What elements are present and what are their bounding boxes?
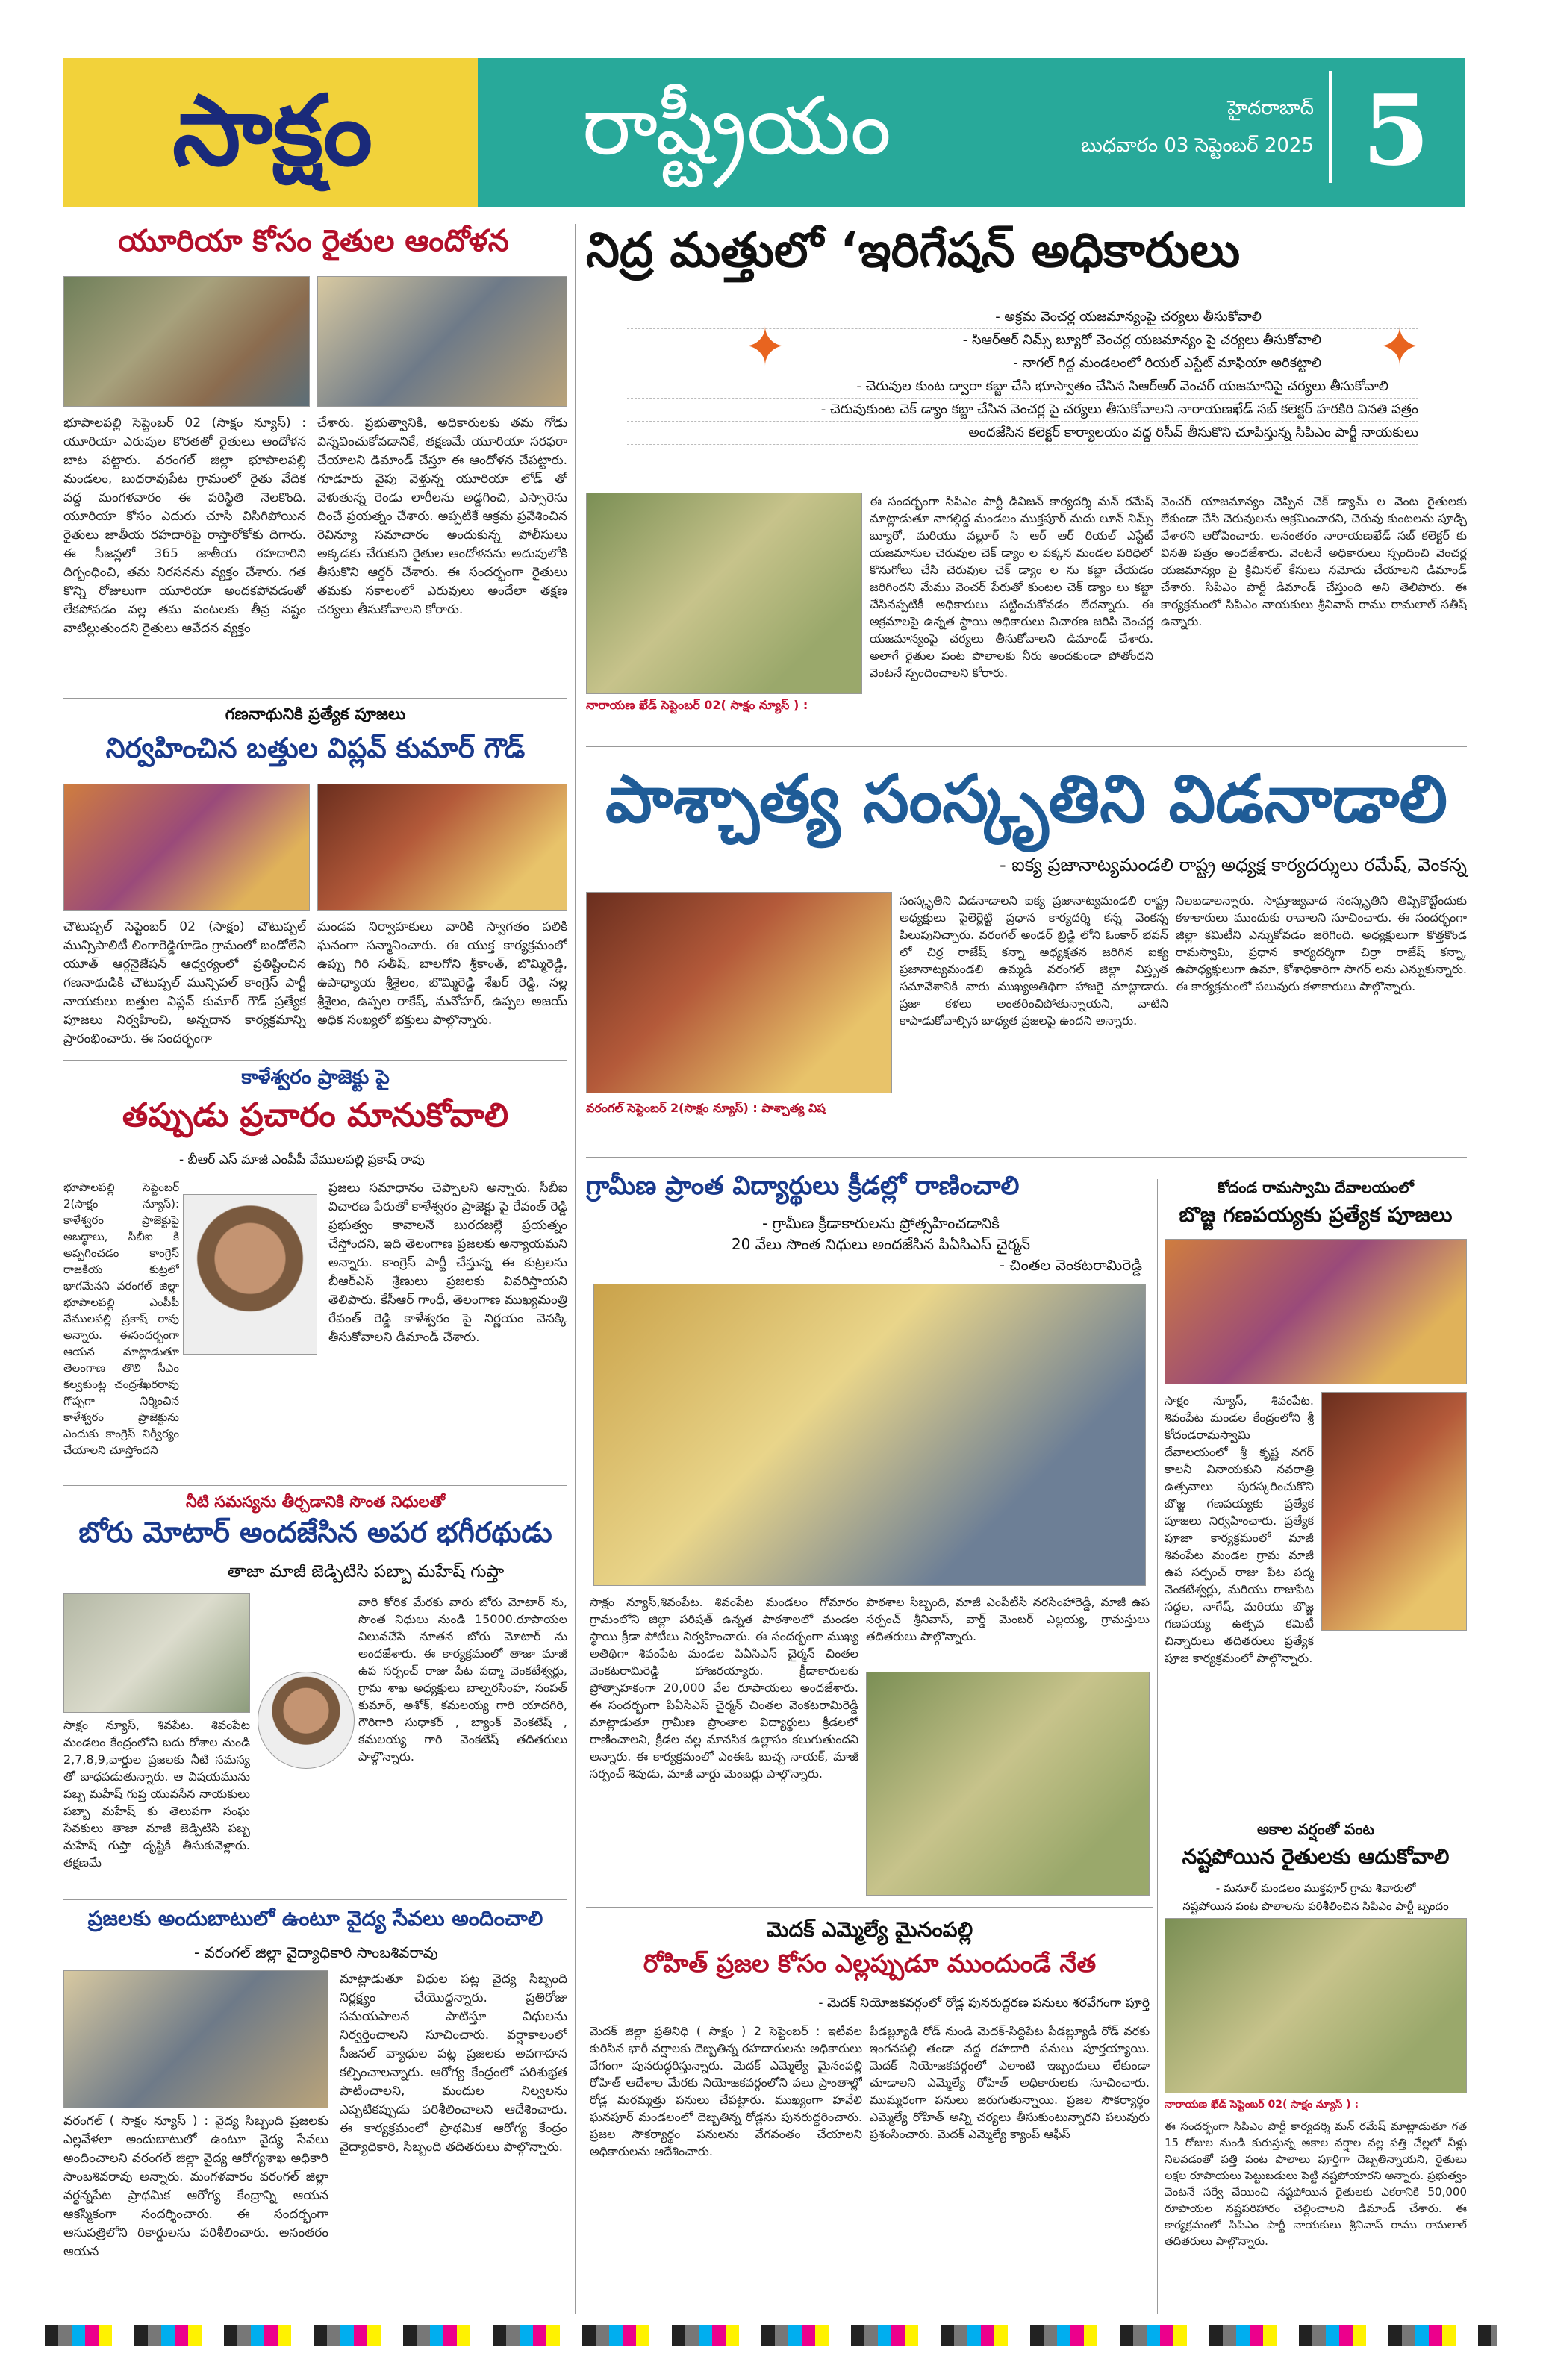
medak-headline: రోహిత్ ప్రజల కోసం ఎల్లప్పుడూ ముందుండే నేత	[643, 1949, 1097, 1978]
ganesh-photo-1	[63, 784, 310, 911]
kodanda-headline: బొజ్జ గణపయ్యకు ప్రత్యేక పూజలు	[1179, 1202, 1453, 1227]
divider	[63, 1485, 567, 1486]
crop-photo	[1165, 1918, 1467, 2093]
urea-body-left: భూపాలపల్లి సెప్టెంబర్ 02 (సాక్షం న్యూస్) : యూరియా ఎరువుల కొరతతో రైతులు ఆందోళన బాట పట్టారు. వరంగల్ జిల్లా భూపాలపల్లి మండలం, బుధరావుపేట గ్రామంలో రైతు వేదిక వద్ద మంగళవారం ఈ పరిస్థితి నెలకొంది. యూరియా కోసం ఎదురు చూసి విసిగిపోయిన రైతులు జాతీయ రహదారిపై రాస్తారోకోకు దిగారు. ఈ సీజన్లలో 365 జాతీయ రహదారిని దిగ్బంధించి, తమ నిరసనను వ్యక్తం చేశారు. గత కొన్ని రోజులుగా యూరియా అందకపోవడంతో లేకపోవడం వల్ల తమ పంటలకు తీవ్ర నష్టం వాటిల్లుతుందని రైతులు ఆవేదన వ్యక్తం	[63, 416, 306, 636]
irrigation-headline: నిద్ర మత్తులో ‘ఇరిగేషన్ అధికారులు	[586, 223, 1241, 278]
ganesh-headline: నిర్వహించిన బత్తుల విప్లవ్ కుమార్ గౌడ్	[105, 732, 526, 764]
kaleshwaram-body-left: భూపాలపల్లి సెప్టెంబర్ 2(సాక్షం న్యూస్): కాళేశ్వరం ప్రాజెక్టుపై అబద్ధాలు, సీబీఐ కి అప్పగించడం కాంగ్రెస్ రాజకీయ కుట్రలో భాగమేనని వరంగల్ జిల్లా భూపాలపల్లి ఎంపీపీ వేములపల్లి ప్రకాష్ రావు అన్నారు. ఈసందర్భంగా ఆయన మాట్లాడుతూ తెలంగాణ తొలి సీఎం కల్వకుంట్ల చంద్రశేఖరరావు గొప్పగా నిర్మించిన కాళేశ్వరం ప్రాజెక్టును ఎందుకు కాంగ్రెస్ నిర్వీర్యం చేయాలని చూస్తోందని	[63, 1181, 179, 1457]
divider	[586, 1157, 1467, 1158]
crop-caption: నారాయణ ఖేడ్ సెప్టెంబర్ 02( సాక్షం న్యూస్ ) :	[1165, 2099, 1359, 2111]
sports-photo-2	[866, 1672, 1150, 1896]
borewell-body-left: సాక్షం న్యూస్, శివపేట. శివంపేట మండలం కేంద్రంలోని బదు రోశాల నుండి 2,7,8,9,వార్డుల ప్రజలకు నీటి సమస్య తో బాధపడుతున్నారు. ఆ విషయమును పబ్బ మహేష్ గుప్త యువసేన నాయకులు పబ్బా మహేష్ కు తెలుపగా సంఘ సేవకులు తాజా మాజీ జెడ్పిటిసి పబ్బ మహేష్ గుప్తా దృష్టికి తీసుకువెళ్లారు. తక్షణమే	[63, 1718, 250, 1870]
medical-body-left: వరంగల్ ( సాక్షం న్యూస్ ) : వైద్య సిబ్బంది ప్రజలకు ఎల్లవేళలా అందుబాటులో ఉంటూ వైద్య సేవలు అందించాలని వరంగల్ జిల్లా వైద్య ఆరోగ్యశాఖ అధికారి సాంబశివరావు అన్నారు. మంగళవారం వరంగల్ జిల్లా వర్ధన్నపేట ప్రాథమిక ఆరోగ్య కేంద్రాన్ని ఆయన ఆకస్మికంగా సందర్శించారు. ఈ సందర్భంగా ఆసుపత్రిలోని రికార్డులను పరిశీలించారు. అనంతరం ఆయన	[63, 2114, 328, 2259]
kaleshwaram-body-right: ప్రజలు సమాధానం చెప్పాలని అన్నారు. సీబీఐ విచారణ పేరుతో కాళేశ్వరం ప్రాజెక్టు పై రేవంత్ రెడ్డి ప్రభుత్వం కావాలనే బురదజల్లే ప్రయత్నం చేస్తోందని, ఇది తెలంగాణ ప్రజలకు అన్యాయమని అన్నారు. కాంగ్రెస్ పార్టీ చేస్తున్న ఈ కుట్రలను బీఆర్ఎస్ శ్రేణులు ప్రజలకు వివరిస్తాయని తెలిపారు. కేసీఆర్ గాంధీ, తెలంగాణ ముఖ్యమంత్రి రేవంత్ రెడ్డి కాళేశ్వరం పై నిర్ణయం వెనక్కి తీసుకోవాలని డిమాండ్ చేశారు.	[328, 1181, 567, 1345]
culture-photo	[586, 892, 892, 1093]
star-icon: ✦	[743, 316, 788, 378]
irrigation-photo	[586, 493, 862, 694]
irrigation-bullet: - నాగల్ గిద్ద మండలంలో రియల్ ఎస్టేట్ మాఫియా అరికట్టాలి	[627, 352, 1418, 375]
ganesh-body-left: చౌటుప్పల్ సెప్టెంబర్ 02 (సాక్షం) చౌటుప్పల్ మున్సిపాలిటీ లింగారెడ్డిగూడెం గ్రామంలో బండోలేని యూత్ ఆర్గనైజేషన్ ఆధ్వర్యంలో ప్రతిష్టించిన గణనాథుడికి చౌటుప్పల్ మున్సిపల్ కాంగ్రెస్ పార్టీ నాయకులు బత్తుల విప్లవ్ కుమార్ గౌడ్ ప్రత్యేక పూజలు నిర్వహించి, అన్నదాన కార్యక్రమాన్ని ప్రారంభించారు. ఈ సందర్భంగా	[63, 919, 306, 1046]
urea-photo-2	[317, 276, 567, 407]
medical-byline: - వరంగల్ జిల్లా వైద్యాధికారి సాంబశివరావు	[194, 1943, 438, 1961]
crop-headline: నష్టపోయిన రైతులకు ఆదుకోవాలి	[1182, 1844, 1450, 1869]
medak-body-left: మెదక్ జిల్లా ప్రతినిధి ( సాక్షం ) 2 సెప్టెంబర్ : ఇటీవల కురిసిన భారీ వర్షాలకు దెబ్బతిన్న రహదారులను అధికారులు వేగంగా పునరుద్ధరిస్తున్నారు. మెదక్ ఎమ్మెల్యే మైనంపల్లి రోహిత్ ఆదేశాల మేరకు నియోజకవర్గంలోని పలు ప్రాంతాల్లో రోడ్ల మరమ్మత్తు పనులు చేపట్టారు. ముఖ్యంగా హవేలి ఘనపూర్ మండలంలో దెబ్బతిన్న రోడ్లను పునరుద్ధరించారు. ప్రజల సౌకర్యార్థం పనులను వేగవంతం చేయాలని అధికారులను ఆదేశించారు.	[590, 2024, 862, 2158]
ganesh-photo-2	[317, 784, 567, 911]
star-icon: ✦	[1377, 316, 1422, 378]
borewell-headline: బోరు మోటార్ అందజేసిన అపర భగీరథుడు	[78, 1516, 552, 1549]
culture-headline: పాశ్చాత్య సంస్కృతిని విడనాడాలి	[605, 760, 1447, 837]
medical-body-right: మాట్లాడుతూ విధుల పట్ల వైద్య సిబ్బంది నిర్లక్ష్యం చేయొద్దన్నారు. ప్రతిరోజు సమయపాలన పాటిస్తూ విధులను నిర్వర్తించాలని సూచించారు. వర్షాకాలంలో సీజనల్ వ్యాధుల పట్ల ప్రజలకు అవగాహన కల్పించాలన్నారు. ఆరోగ్య కేంద్రంలో పరిశుభ్రత పాటించాలని, మందుల నిల్వలను ఎప్పటికప్పుడు పరిశీలించాలని ఆదేశించారు. ఈ కార్యక్రమంలో ప్రాథమిక ఆరోగ్య కేంద్రం వైద్యాధికారి, సిబ్బంది తదితరులు పాల్గొన్నారు.	[340, 1972, 567, 2155]
kodanda-photo-2	[1321, 1392, 1467, 1631]
print-registration-strip	[45, 2325, 1497, 2346]
irrigation-bullet: - అక్రమ వెంచర్ల యజమాన్యంపై చర్యలు తీసుకోవాలి	[627, 306, 1418, 329]
irrigation-bullet: - సిఆర్ఆర్ నిమ్స్ బ్యూరో వెంచర్ల యజమాన్యం పై చర్యలు తీసుకోవాలి	[627, 329, 1418, 352]
masthead-city: హైదరాబాద్	[1227, 97, 1314, 119]
kaleshwaram-portrait	[183, 1194, 317, 1355]
medak-byline: - మెదక్ నియోజకవర్గంలో రోడ్ల పునరుద్ధరణ పనులు శరవేగంగా పూర్తి	[818, 1996, 1150, 2011]
culture-body-mid: సంస్కృతిని విడనాడాలని ఐక్య ప్రజానాట్యమండలి రాష్ట్ర అధ్యక్షులు పైలెర్లెట్టి ప్రధాన కార్యదర్శి కన్న వెంకన్న పిలుపునిచ్చారు. వరంగల్ అండర్ బ్రిడ్జి లోని ఓంకార్ భవన్ లో చిర్ర రాజేష్ కన్నా అధ్యక్షతన జరిగిన ఐక్య ప్రజానాట్యమండలి ఉమ్మడి వరంగల్ జిల్లా విస్తృత సమావేశానికి వారు ముఖ్యఅతిథిగా హాజరై మాట్లాడారు. ప్రజా కళలు అంతరించిపోతున్నాయని, వాటిని కాపాడుకోవాల్సిన బాధ్యత ప్రజలపై ఉందని అన్నారు.	[900, 893, 1168, 1028]
sports-body-right: పాఠశాల సిబ్బంది, మాజీ ఎంపీటీసీ నరసింహారెడ్డి, మాజీ ఉప సర్పంచ్ శ్రీనివాస్, వార్డ్ మెంబర్ ఎల్లయ్య, గ్రామస్తులు తదితరులు పాల్గొన్నారు.	[866, 1595, 1150, 1643]
irrigation-bullet: - చెరువుకుంట చెక్ డ్యాం కబ్జా చేసిన వెంచర్ల పై చర్యలు తీసుకోవాలని నారాయణఖేడ్ సబ్ కలెక్టర్ హరకిరి వినతి పత్రం	[627, 399, 1418, 422]
masthead-separator	[1329, 71, 1332, 183]
irrigation-body-right: వెంచర్ యాజమాన్యం చెప్పిన చెక్ డ్యామ్ ల వెంట రైతులకు లేకుండా చేసి చెరువులను ఆక్రమించారని, చెరువు కుంటలను పూడ్చి వేశారని ఆరోపించారు. అనంతరం నారాయణఖేడ్ సబ్ కలెక్టర్ కు వినతి పత్రం అందజేశారు. వెంటనే అధికారులు స్పందించి వెంచర్ల యజమాన్యం పై క్రిమినల్ కేసులు నమోదు చేయాలని డిమాండ్ చేశారు. సిపిఎం పార్టీ డిమాండ్ చేస్తుంది అని తెలిపారు. ఈ కార్యక్రమంలో సిపిఎం నాయకులు శ్రీనివాస్ రాము రామలాల్ సతీష్ ఉన్నారు.	[1161, 494, 1467, 628]
ganesh-kicker: గణనాథునికి ప్రత్యేక పూజలు	[225, 705, 406, 724]
medak-body-right: పీడబ్ల్యూడి రోడ్ నుండి మెదక్-సిద్దిపేట పీడబ్ల్యూడీ రోడ్ వరకు ఇంగనపల్లి తండా వద్ద రహదారి పనులు పూర్తయ్యాయి. మెదక్ నియోజకవర్గంలో ఎలాంటి ఇబ్బందులు లేకుండా చూడాలని ఎమ్మెల్యే రోహిత్ అధికారులకు సూచించారు. ముమ్మరంగా పనులు జరుగుతున్నాయి. ప్రజల సౌకర్యార్థం ఎమ్మెల్యే రోహిత్ అన్ని చర్యలు తీసుకుంటున్నారని పలువురు ప్రశంసించారు. మెదక్ ఎమ్మెల్యే క్యాంప్ ఆఫీస్	[870, 2024, 1150, 2141]
irrigation-bullet: అందజేసిన కలెక్టర్ కార్యాలయం వద్ద రిసీవ్ తీసుకొని చూపిస్తున్న సిపిఎం పార్టీ నాయకులు	[627, 422, 1418, 445]
kaleshwaram-byline: - బీఆర్ ఎస్ మాజీ ఎంపీపీ వేములపల్లి ప్రకాష్ రావు	[179, 1152, 425, 1167]
culture-caption: వరంగల్ సెప్టెంబర్ 2(సాక్షం న్యూస్) : పాశ్చాత్య విష	[586, 1101, 826, 1115]
medical-headline: ప్రజలకు అందుబాటులో ఉంటూ వైద్య సేవలు అందించాలి	[87, 1906, 543, 1931]
kaleshwaram-kicker: కాళేశ్వరం ప్రాజెక్టు పై	[241, 1066, 390, 1089]
divider	[63, 1899, 567, 1900]
medical-photo	[63, 1970, 328, 2108]
masthead-brand: సాక్షం	[172, 73, 372, 187]
divider	[63, 1060, 567, 1061]
sports-byline-3: - చింతల వెంకటరామిరెడ్డి	[999, 1256, 1142, 1274]
irrigation-caption: నారాయణ ఖేడ్ సెప్టెంబర్ 02( సాక్షం న్యూస్ ) :	[586, 698, 808, 712]
crop-byline: - మనూర్ మండలం ముక్తపూర్ గ్రామ శివారులో	[1215, 1881, 1416, 1895]
kodanda-body: సాక్షం న్యూస్, శివంపేట. శివంపేట మండల కేంద్రంలోని శ్రీ కోదండరామస్వామి దేవాలయంలో శ్రీ కృష్ణ నగర్ కాలనీ వినాయకుని నవరాత్రి ఉత్సవాలు పురస్కరించుకొని బొజ్జ గణపయ్యకు ప్రత్యేక పూజలు నిర్వహించారు. ప్రత్యేక పూజా కార్యక్రమంలో మాజీ శివంపేట మండల గ్రామ మాజీ ఉప సర్పంచ్ రాజు పేట పద్మ వెంకటేశ్వర్లు, మరియు రాజుపేట సద్దల, నాగేష్, మరియు బొజ్జ గణపయ్య ఉత్సవ కమిటీ చిన్నారులు తదితరులు ప్రత్యేక పూజ కార్యక్రమంలో పాల్గొన్నారు.	[1165, 1393, 1314, 1665]
culture-body-right: నిలబడాలన్నారు. సామ్రాజ్యవాద సంస్కృతిని తిప్పికొట్టేందుకు కళాకారులు ముందుకు రావాలని సూచించారు. ఈ సందర్భంగా జిల్లా కమిటీని ఎన్నుకోవడం జరిగింది. అధ్యక్షులుగా కొత్తకొండ రామస్వామి, ప్రధాన కార్యదర్శిగా చిర్రా రాజేష్ కన్నా, ఉపాధ్యక్షులుగా ఉమా, కోశాధికారిగా సాగర్ లను ఎన్నుకున్నారు. ఈ కార్యక్రమంలో పలువురు కళాకారులు పాల్గొన్నారు.	[1176, 893, 1467, 993]
section-title: రాష్ట్రీయం	[582, 80, 891, 173]
divider	[586, 1907, 1153, 1908]
sports-photo-1	[593, 1284, 1146, 1586]
crop-kicker: అకాల వర్షంతో పంట	[1257, 1820, 1374, 1838]
borewell-body-right: వారి కోరిక మేరకు వారు బోరు మోటార్ ను, సొంత నిధులు నుండి 15000.రూపాయల విలువచేసే నూతన బోరు మోటార్ ను అందజేశారు. ఈ కార్యక్రమంలో తాజా మాజీ ఉప సర్పంచ్ రాజు పేట పద్మా వెంకటేశ్వర్లు, గ్రామ శాఖ అధ్యక్షులు బాల్నరసింహ, సంపత్ కుమార్, అశోక్, కమలయ్య గారి యాదగిరి, గౌరిగారి సుధాకర్ , బ్యాంక్ వెంకటేష్ , కమలయ్య గారి వెంకటేష్ తదితరులు పాల్గొన్నారు.	[358, 1595, 567, 1764]
borewell-byline: తాజా మాజీ జెడ్పిటిసి పబ్బా మహేష్ గుప్తా	[227, 1562, 505, 1581]
kodanda-photo-1	[1165, 1239, 1467, 1384]
page-number: 5	[1362, 73, 1430, 187]
column-divider-left	[575, 224, 576, 2314]
urea-photo-1	[63, 276, 310, 407]
sports-headline: గ్రామీణ ప్రాంత విద్యార్థులు క్రీడల్లో రాణించాలి	[586, 1171, 1020, 1201]
column-divider-right	[1157, 1179, 1158, 2314]
divider	[63, 698, 567, 699]
urea-headline: యూరియా కోసం రైతుల ఆందోళన	[118, 224, 509, 258]
sports-byline-1: - గ్రామీణ క్రీడాకారులను ప్రోత్సహించడానికి	[762, 1214, 1000, 1232]
crop-body: ఈ సందర్భంగా సిపిఎం పార్టీ కార్యదర్శి మన్ రమేష్ మాట్లాడుతూ గత 15 రోజుల నుండి కురుస్తున్న అకాల వర్షాల వల్ల పత్తి చేల్లలో నీళ్లు నిలవడంతో పత్తి పంట పొలాలు పూర్తిగా దెబ్బతిన్నాయని, రైతులు లక్షల రూపాయలు పెట్టుబడులు పెట్టి నష్టపోయారని అన్నారు. ప్రభుత్వం వెంటనే సర్వే చేయించి నష్టపోయిన రైతులకు ఎకరానికి 50,000 రూపాయల నష్టపరిహారం చెల్లించాలని డిమాండ్ చేశారు. ఈ కార్యక్రమంలో సిపిఎం పార్టీ నాయకులు శ్రీనివాస్ రాము రామలాల్ తదితరులు పాల్గొన్నారు.	[1165, 2120, 1467, 2248]
sports-byline-2: 20 వేలు సొంత నిధులు అందజేసిన పిఏసిఎస్ చైర్మన్	[731, 1235, 1031, 1253]
masthead-date: బుధవారం 03 సెప్టెంబర్ 2025	[1081, 134, 1314, 157]
culture-byline: - ఐక్య ప్రజానాట్యమండలి రాష్ట్ర అధ్యక్ష కార్యదర్శులు రమేష్, వెంకన్న	[1000, 855, 1467, 875]
medak-kicker: మెదక్ ఎమ్మెల్యే మైనంపల్లి	[766, 1917, 973, 1942]
urea-body-right: చేశారు. ప్రభుత్వానికి, అధికారులకు తమ గోడు విన్నవించుకోవడానికే, తక్షణమే యూరియా సరఫరా చేయాలని డిమాండ్ చేస్తూ ఈ ఆందోళన చేపట్టారు. గూడూరు వైపు వెళ్తున్న యూరియా లోడ్ తో వెళుతున్న రెండు లారీలను అడ్డగించి, ఎస్సారెను దించే ప్రయత్నం చేశారు. అప్పటికే ఆక్రమ ప్రవేశించిన రెవిన్యూ సమాచారం అందుకున్న పోలీసులు అక్కడకు చేరుకుని రైతుల ఆందోళనను అదుపులోకి తీసుకొని ఆర్డర్ చేశారు. ఈ సందర్భంగా రైతులు తమకు సకాలంలో ఎరువులు అందేలా తక్షణ చర్యలు తీసుకోవాలని కోరారు.	[317, 416, 567, 617]
borewell-portrait	[258, 1672, 355, 1769]
crop-byline-2: నష్టపోయిన పంట పొలాలను పరిశీలించిన సిపిఎం పార్టీ బృందం	[1182, 1899, 1449, 1913]
divider	[586, 746, 1467, 747]
borewell-kicker: నీటి సమస్యను తీర్చడానికి సొంత నిధులతో	[185, 1493, 446, 1511]
irrigation-body-mid: ఈ సందర్భంగా సిపిఎం పార్టీ డివిజన్ కార్యదర్శి మన్ రమేష్ మాట్లాడుతూ నాగల్గిద్ద మండలం ముక్తపూర్ మదు లూన్ నిమ్స్ బ్యూరో, మరియు వల్లూర్ సి ఆర్ ఆర్ రియల్ ఎస్టేట్ యజమానుల చెరువుల చెక్ డ్యాం ల పక్కన మండల పరిధిలో కొనుగోలు చేసి చెరువుల చెక్ డ్యాం ల ను కబ్జా చేయడం జరిగిందని మేము వెంచర్ పేరుతో కుంటల చెక్ డ్యాం లు కబ్జా చేసినప్పటికీ అధికారులు పట్టించుకోవడం లేదన్నారు. ఈ అక్రమాలపై ఉన్నత స్థాయి అధికారులు విచారణ జరిపి వెంచర్ల యజమాన్యంపై చర్యలు తీసుకోవాలని డిమాండ్ చేశారు. అలాగే రైతుల పంట పొలాలకు నీరు అందకుండా పోతోందని వెంటనే స్పందించాలని కోరారు.	[870, 494, 1153, 680]
ganesh-body-right: మండప నిర్వాహకులు వారికి స్వాగతం పలికి ఘనంగా సన్మానించారు. ఈ యుక్త కార్యక్రమంలో ఉప్పు గిరి సతీష్, బాలగోని శ్రీకాంత్, బొమ్మిరెడ్డి, ఉపాధ్యాయ శ్రీశైలం, బొమ్మిరెడ్డి శేఖర్ రెడ్డి, నల్ల శ్రీశైలం, ఉప్పల రాకేష్, మనోహర్, ఉప్పల అజయ్ అధిక సంఖ్యలో భక్తులు పాల్గొన్నారు.	[317, 919, 567, 1028]
irrigation-bullet: - చెరువుల కుంట ద్వారా కబ్జా చేసి భూస్వాతం చేసిన సిఆర్ఆర్ వెంచర్ యజమానిపై చర్యలు తీసుకోవాలి	[627, 375, 1418, 399]
irrigation-bullets	[627, 306, 1418, 485]
kaleshwaram-headline: తప్పుడు ప్రచారం మానుకోవాలి	[122, 1096, 509, 1134]
sports-body-left: సాక్షం న్యూస్,శివంపేట. శివంపేట మండలం గోమారం గ్రామంలోని జిల్లా పరిషత్ ఉన్నత పాఠశాలలో మండల స్థాయి క్రీడా పోటీలు నిర్వహించారు. ఈ సందర్భంగా ముఖ్య అతిథిగా శివంపేట మండల పిఏసిఎస్ చైర్మన్ చింతల వెంకటరామిరెడ్డి హాజరయ్యారు. క్రీడాకారులకు ప్రోత్సాహకంగా 20,000 వేల రూపాయలు అందజేశారు. ఈ సందర్భంగా పిఏసిఎస్ చైర్మన్ చింతల వెంకటరామిరెడ్డి మాట్లాడుతూ గ్రామీణ ప్రాంతాల విద్యార్థులు క్రీడలలో రాణించాలని, క్రీడల వల్ల మానసిక ఉల్లాసం కలుగుతుందని అన్నారు. ఈ కార్యక్రమంలో ఎంఈఓ బుచ్చ నాయక్, మాజీ సర్పంచ్ శివుడు, మాజీ వార్డు మెంబర్లు పాల్గొన్నారు.	[590, 1595, 858, 1781]
kodanda-kicker: కోదండ రామస్వామి దేవాలయంలో	[1217, 1178, 1415, 1196]
borewell-photo	[63, 1593, 250, 1713]
